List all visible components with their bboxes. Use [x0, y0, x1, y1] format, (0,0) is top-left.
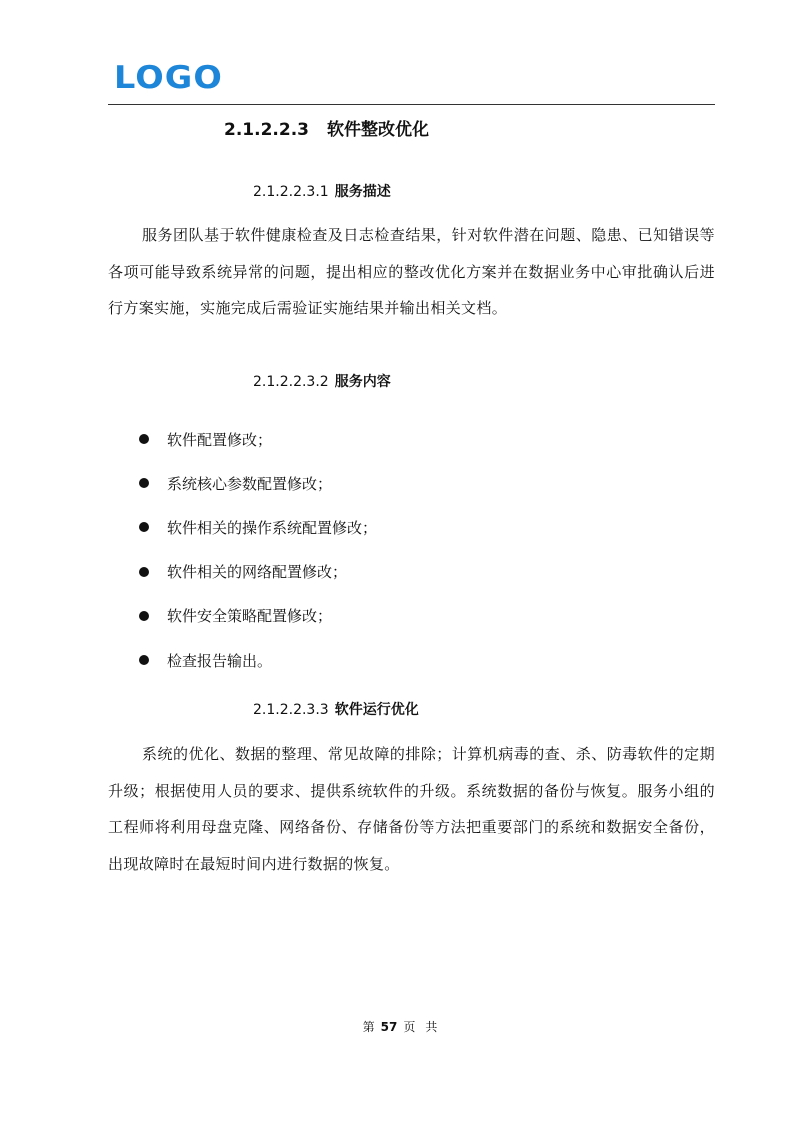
subsection-title: 服务描述	[334, 184, 391, 200]
list-item-text: 软件安全策略配置修改；	[167, 607, 333, 626]
list-item-text: 软件相关的操作系统配置修改；	[167, 518, 378, 537]
bullet-icon	[139, 655, 149, 665]
subsection-heading-content	[253, 372, 391, 392]
optimization-paragraph: 系统的优化、数据的整理、常见故障的排除；计算机病毒的查、杀、防毒软件的定期升级；根据使用人员的要求、提供系统软件的升级。系统数据的备份与恢复。服务小组的工程师将利用母盘克隆、网络备份、存储备份等方法把重要部门的系统和数据安全备份，出现故障时在最短时间内进行数据的恢复。	[108, 745, 715, 873]
service-content-list	[136, 417, 377, 682]
bullet-icon	[139, 434, 149, 444]
subsection-heading-description	[253, 182, 391, 202]
footer-suffix: 共	[425, 1020, 438, 1034]
section-title: 软件整改优化	[326, 120, 429, 140]
bullet-icon	[139, 478, 149, 488]
list-item	[136, 505, 377, 549]
list-item	[136, 461, 377, 505]
footer-prefix: 第	[362, 1020, 375, 1034]
description-paragraph: 服务团队基于软件健康检查及日志检查结果，针对软件潜在问题、隐患、已知错误等各项可能导致系统异常的问题，提出相应的整改优化方案并在数据业务中心审批确认后进行方案实施，实施完成后需验证实施结果并输出相关文档。	[108, 226, 715, 317]
header-divider	[108, 104, 715, 105]
page-footer	[0, 1019, 800, 1035]
subsection-heading-optimization	[253, 700, 419, 720]
list-item	[136, 417, 377, 461]
bullet-icon	[139, 522, 149, 532]
list-item	[136, 594, 377, 638]
page-number: 57	[380, 1020, 398, 1034]
logo: LOGO	[114, 60, 223, 96]
subsection-number: 2.1.2.2.3.1	[253, 184, 329, 200]
list-item-text: 软件配置修改；	[167, 430, 273, 449]
list-item-text: 检查报告输出。	[167, 651, 273, 670]
subsection-number: 2.1.2.2.3.2	[253, 374, 329, 390]
bullet-icon	[139, 567, 149, 577]
subsection-title: 软件运行优化	[334, 702, 419, 718]
list-item	[136, 638, 377, 682]
page-header	[108, 60, 715, 106]
list-item-text: 软件相关的网络配置修改；	[167, 563, 348, 582]
section-heading	[224, 119, 429, 141]
list-item-text: 系统核心参数配置修改；	[167, 474, 333, 493]
bullet-icon	[139, 611, 149, 621]
footer-page-word: 页	[403, 1020, 416, 1034]
subsection-number: 2.1.2.2.3.3	[253, 702, 329, 718]
list-item	[136, 550, 377, 594]
subsection-title: 服务内容	[334, 374, 391, 390]
section-number: 2.1.2.2.3	[224, 120, 309, 140]
